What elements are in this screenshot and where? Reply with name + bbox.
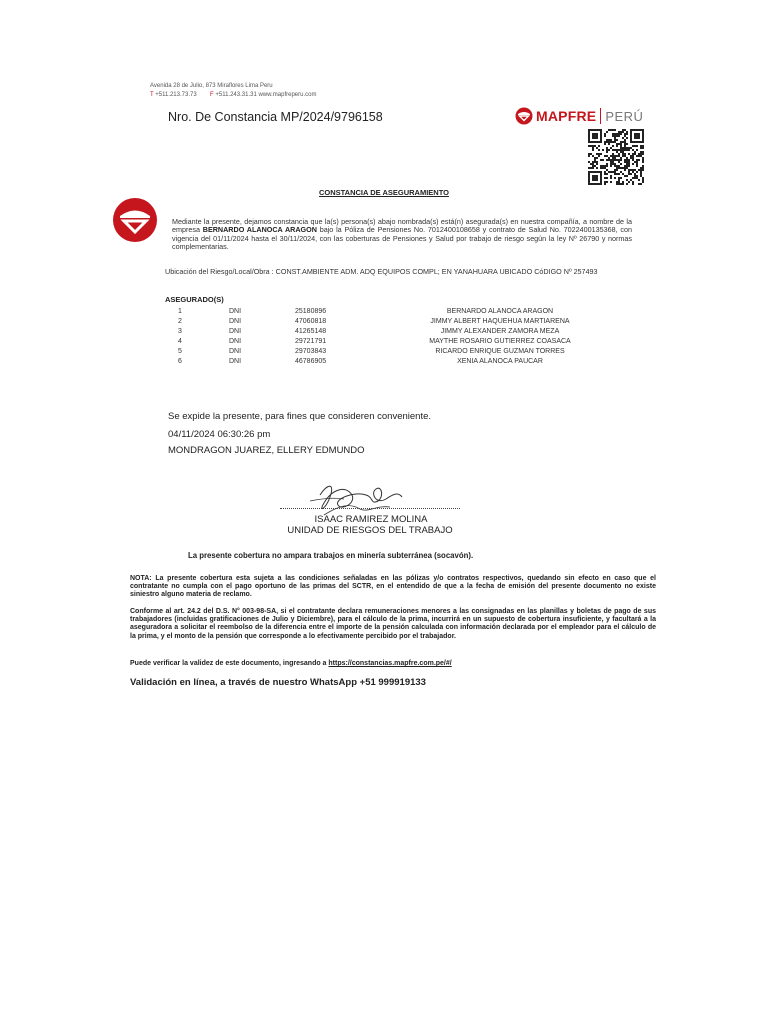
document-type: DNI bbox=[228, 338, 242, 345]
brand-name: MAPFRE bbox=[536, 108, 597, 124]
signatory-unit: UNIDAD DE RIESGOS DEL TRABAJO bbox=[287, 525, 453, 536]
company-name: BERNARDO ALANOCA ARAGON bbox=[202, 225, 317, 235]
table-row bbox=[165, 327, 610, 337]
mapfre-emblem-icon bbox=[515, 107, 533, 125]
phone-prefix: T bbox=[150, 92, 154, 98]
document-type: DNI bbox=[228, 348, 242, 355]
table-row bbox=[165, 357, 610, 367]
whatsapp-validation: Validación en línea, a través de nuestro WhatsApp +51 999919133 bbox=[130, 677, 426, 688]
logo-divider bbox=[600, 108, 601, 124]
brand-country: PERÚ bbox=[605, 108, 644, 124]
document-type: DNI bbox=[228, 318, 242, 325]
verification-link[interactable]: https://constancias.mapfre.com.pe/#/ bbox=[328, 660, 452, 667]
document-type: DNI bbox=[228, 308, 242, 315]
table-row bbox=[165, 337, 610, 347]
row-number: 3 bbox=[178, 328, 182, 335]
document-title: CONSTANCIA DE ASEGURAMIENTO bbox=[318, 188, 449, 197]
document-number: 41265148 bbox=[295, 328, 327, 335]
issue-datetime: 04/11/2024 06:30:26 pm bbox=[168, 429, 271, 440]
table-row bbox=[165, 347, 610, 357]
document-number: 46786905 bbox=[295, 358, 327, 365]
document-type: DNI bbox=[228, 358, 242, 365]
fax-and-web: +511.243.31.31 www.mapfreperu.com bbox=[215, 92, 317, 98]
verification-note bbox=[130, 660, 452, 667]
mining-exclusion-note: La presente cobertura no ampara trabajos en minería subterránea (socavón). bbox=[188, 551, 474, 560]
phone-number: +511.213.73.73 bbox=[155, 92, 197, 98]
insured-table bbox=[165, 307, 610, 367]
conditions-note: NOTA: La presente cobertura esta sujeta a las condiciones señaladas en las pólizas y/o contratos respectivos, quedando sin efecto en caso que el contratante no cumpla con el pago oportuno de las primas del SCTR, en el entendido de que a la fecha de emisión del presente documento no existe siniestro alguno materia de reclamo. bbox=[130, 575, 656, 599]
insured-section-title: ASEGURADO(S) bbox=[165, 295, 224, 304]
issuance-statement: Se expide la presente, para fines que consideren conveniente. bbox=[168, 411, 432, 422]
insured-name: JIMMY ALEXANDER ZAMORA MEZA bbox=[440, 328, 560, 335]
row-number: 4 bbox=[178, 338, 182, 345]
insured-name: RICARDO ENRIQUE GUZMAN TORRES bbox=[435, 348, 565, 355]
insured-name: BERNARDO ALANOCA ARAGON bbox=[446, 308, 554, 315]
document-number: 29703843 bbox=[295, 348, 327, 355]
constancia-number: Nro. De Constancia MP/2024/9796158 bbox=[168, 110, 383, 124]
insured-name: JIMMY ALBERT HAQUEHUA MARTIARENA bbox=[430, 318, 570, 325]
document-number: 47060818 bbox=[295, 318, 327, 325]
regulation-note: Conforme al art. 24.2 del D.S. N° 003-98-SA, si el contratante declara remuneraciones menores a las consignadas en las planillas y boletas de pago de sus trabajadores (incluidas gratificaciones de Julio y Diciembre), para el cálculo de la prima, incurrirá en un supuesto de cobertura insuficiente, y facultará a la aseguradora a solicitar el reembolso de la diferencia entre el importe de la pensión calculada con información declarada por el empleador para el cálculo de la prima, y el monto de la pensión que corresponde a lo efectivamente percibido por el trabajador. bbox=[130, 608, 656, 640]
table-row bbox=[165, 307, 610, 317]
company-contact bbox=[150, 92, 316, 98]
row-number: 6 bbox=[178, 358, 182, 365]
requester-name: MONDRAGON JUAREZ, ELLERY EDMUNDO bbox=[168, 445, 365, 456]
signatory-name: ISAAC RAMIREZ MOLINA bbox=[314, 514, 428, 525]
row-number: 2 bbox=[178, 318, 182, 325]
intro-text-start: Mediante la presente, dejamos constancia que la(s) persona(s) abajo nombrada(s) está(n) asegurada(s) en nuestra compañía, a nombre de la empresa bbox=[172, 217, 632, 235]
row-number: 1 bbox=[178, 308, 182, 315]
table-row bbox=[165, 317, 610, 327]
insured-name: XENIA ALANOCA PAUCAR bbox=[457, 358, 543, 365]
qr-code-icon bbox=[588, 129, 644, 185]
insured-name: MAYTHE ROSARIO GUTIERREZ COASACA bbox=[429, 338, 571, 345]
document-number: 25180896 bbox=[295, 308, 327, 315]
fax-prefix: F bbox=[210, 92, 214, 98]
risk-location: Ubicación del Riesgo/Local/Obra : CONST.AMBIENTE ADM. ADQ EQUIPOS COMPL; EN YANAHUARA UBICADO CóDIGO Nº 257493 bbox=[165, 267, 598, 276]
document-number: 29721791 bbox=[295, 338, 327, 345]
company-address: Avenida 28 de Julio, 873 Miraflores Lima Peru bbox=[150, 83, 273, 89]
mapfre-logo bbox=[515, 106, 643, 126]
document-type: DNI bbox=[228, 328, 242, 335]
intro-text-end: bajo la Póliza de Pensiones No. 7012400108658 y contrato de Salud No. 7022400135368, con vigencia del 01/11/2024 hasta el 30/11/2024, con las coberturas de Pensiones y Salud por trabajo de riesgo según la ley Nº 26790 y normas complementarias. bbox=[172, 225, 632, 251]
row-number: 5 bbox=[178, 348, 182, 355]
signature-line bbox=[280, 508, 460, 509]
mapfre-emblem-icon bbox=[112, 197, 158, 243]
verification-text: Puede verificar la validez de este documento, ingresando a bbox=[130, 660, 329, 667]
intro-paragraph bbox=[172, 218, 632, 251]
